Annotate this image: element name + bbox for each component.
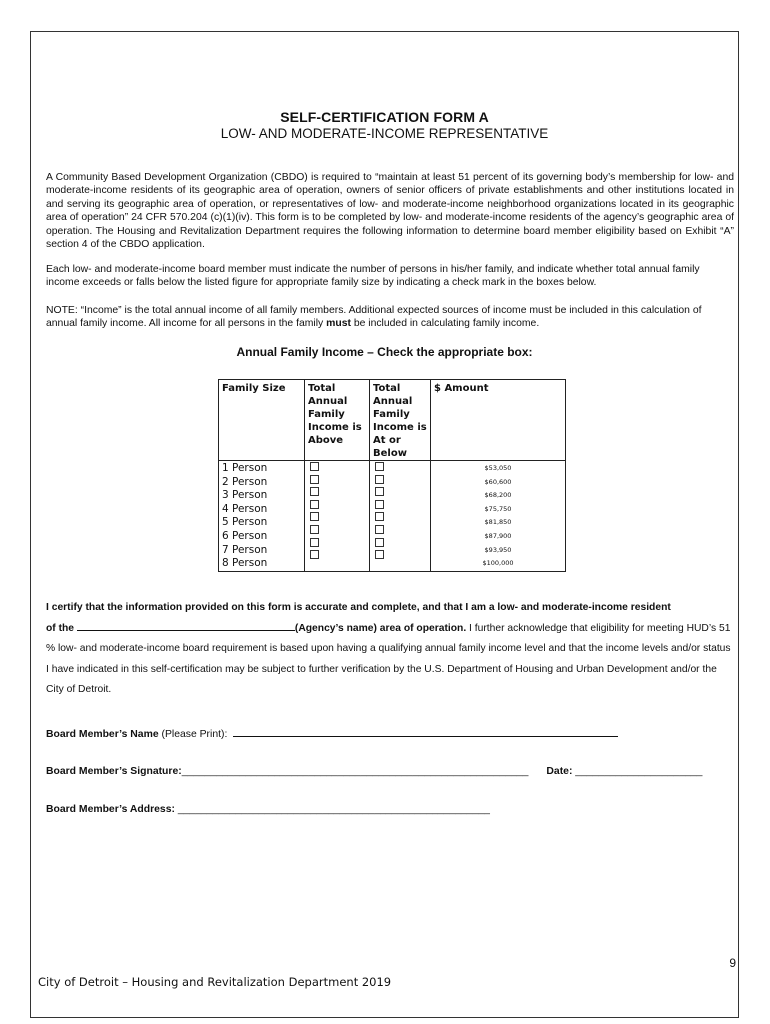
header-below: Total Annual Family Income is At or Below	[370, 380, 431, 461]
certification-rest: HUD’s 51 % low- and moderate-income board requirement is based upon having a qualifying annual family income level and that the income levels and/or status I have indicated in this self-certification may be subject to further verification by the U.S. Department of Housing and Urban Development and/or the City of Detroit.	[46, 622, 731, 695]
signature-field[interactable]: ____________________________________________________________	[181, 766, 529, 777]
table-caption: Annual Family Income – Check the appropriate box:	[236, 345, 533, 359]
date-field[interactable]: ______________________	[575, 766, 703, 777]
address-row	[46, 804, 490, 815]
date-label: Date:	[546, 766, 573, 777]
amount-7: $93,950	[484, 545, 512, 554]
above-checkbox-2[interactable]	[310, 475, 319, 484]
form-title: SELF-CERTIFICATION FORM A	[280, 109, 489, 125]
family-size-8: 8 Person	[222, 557, 268, 570]
board-member-name-field[interactable]	[233, 725, 618, 737]
below-checkbox-column	[370, 461, 431, 572]
page-footer: City of Detroit – Housing and Revitalization Department 2019	[38, 975, 392, 989]
signature-label: Board Member’s Signature:	[46, 766, 182, 777]
note-emphasis: must	[326, 318, 351, 330]
above-checkbox-1[interactable]	[310, 462, 319, 471]
note-text-2: be included in calculating family income.	[350, 318, 540, 330]
note-paragraph	[46, 304, 734, 331]
address-label: Board Member’s Address:	[46, 804, 175, 815]
name-hint: (Please Print):	[158, 729, 228, 740]
family-size-6: 6 Person	[222, 529, 268, 542]
above-checkbox-column	[305, 461, 370, 572]
page-number: 9	[729, 956, 736, 970]
certification-acknowledge: I further acknowledge that eligibility for meeting	[466, 622, 684, 634]
agency-name-field[interactable]	[77, 619, 295, 631]
family-size-1: 1 Person	[222, 462, 268, 474]
header-family-size: Family Size	[219, 380, 305, 461]
family-size-column	[219, 461, 305, 572]
certification-agency-label: (Agency’s name) area of operation.	[294, 622, 467, 634]
above-checkbox-3[interactable]	[310, 487, 319, 496]
below-checkbox-8[interactable]	[375, 550, 384, 559]
amount-1: $53,050	[484, 464, 512, 472]
board-member-name-row	[46, 725, 618, 740]
certification-bold-line: I certify that the information provided on this form is accurate and complete, and that I am a low- and moderate-income resident	[46, 602, 671, 613]
header-above: Total Annual Family Income is Above	[305, 380, 370, 461]
family-size-5: 5 Person	[222, 516, 268, 529]
below-checkbox-3[interactable]	[375, 487, 384, 496]
signature-row	[46, 766, 702, 777]
form-page	[30, 31, 739, 1018]
below-checkbox-5[interactable]	[375, 512, 384, 521]
intro-paragraph: A Community Based Development Organization (CBDO) is required to “maintain at least 51 percent of its governing body’s membership for low- and moderate-income residents of its geographic area of operation, owners of senior officers of private establishments and other institutions located in and serving its geographic area of operation, or representatives of low- and moderate-income neighborhood organizations located in its geographic area of operation” 24 CFR 570.204 (c)(1)(iv). This form is to be completed by low- and moderate-income residents of the agency’s geographic area of operation. The Housing and Revitalization Department requires the following information to determine board member eligibility based on Exhibit “A” section 4 of the CBDO application.	[46, 172, 734, 251]
family-size-3: 3 Person	[222, 489, 268, 502]
above-checkbox-6[interactable]	[310, 525, 319, 534]
below-checkbox-7[interactable]	[375, 538, 384, 547]
below-checkbox-1[interactable]	[375, 462, 384, 471]
amount-8: $100,000	[482, 559, 514, 568]
header-amount: $ Amount	[431, 380, 566, 461]
family-size-7: 7 Person	[222, 543, 268, 556]
above-checkbox-5[interactable]	[310, 512, 319, 521]
address-field[interactable]: ______________________________________________________	[177, 804, 490, 815]
amount-3: $68,200	[484, 491, 512, 500]
below-checkbox-6[interactable]	[375, 525, 384, 534]
income-table	[218, 379, 566, 572]
family-size-2: 2 Person	[222, 475, 268, 488]
certification-statement	[46, 598, 736, 701]
below-checkbox-2[interactable]	[375, 475, 384, 484]
form-subtitle: LOW- AND MODERATE-INCOME REPRESENTATIVE	[220, 126, 549, 141]
above-checkbox-8[interactable]	[310, 550, 319, 559]
below-checkbox-4[interactable]	[375, 500, 384, 509]
amount-6: $87,900	[484, 531, 512, 540]
family-size-4: 4 Person	[222, 502, 268, 515]
amount-4: $75,750	[484, 504, 512, 513]
instructions-paragraph: Each low- and moderate-income board member must indicate the number of persons in his/her family, and indicate whether total annual family income exceeds or falls below the listed figure for appropriate family size by indicating a check mark in the boxes below.	[46, 264, 700, 289]
amount-2: $60,600	[484, 477, 512, 486]
above-checkbox-7[interactable]	[310, 538, 319, 547]
amount-5: $81,850	[484, 518, 512, 527]
name-label: Board Member’s Name	[46, 729, 159, 740]
above-checkbox-4[interactable]	[310, 500, 319, 509]
certification-of-the: of the	[46, 622, 75, 634]
amount-column	[431, 461, 566, 572]
note-text-1: NOTE: “Income” is the total annual income of all family members. Additional expected sources of income must be included in this calculation of annual family income. All income for all persons in the family	[46, 305, 702, 330]
